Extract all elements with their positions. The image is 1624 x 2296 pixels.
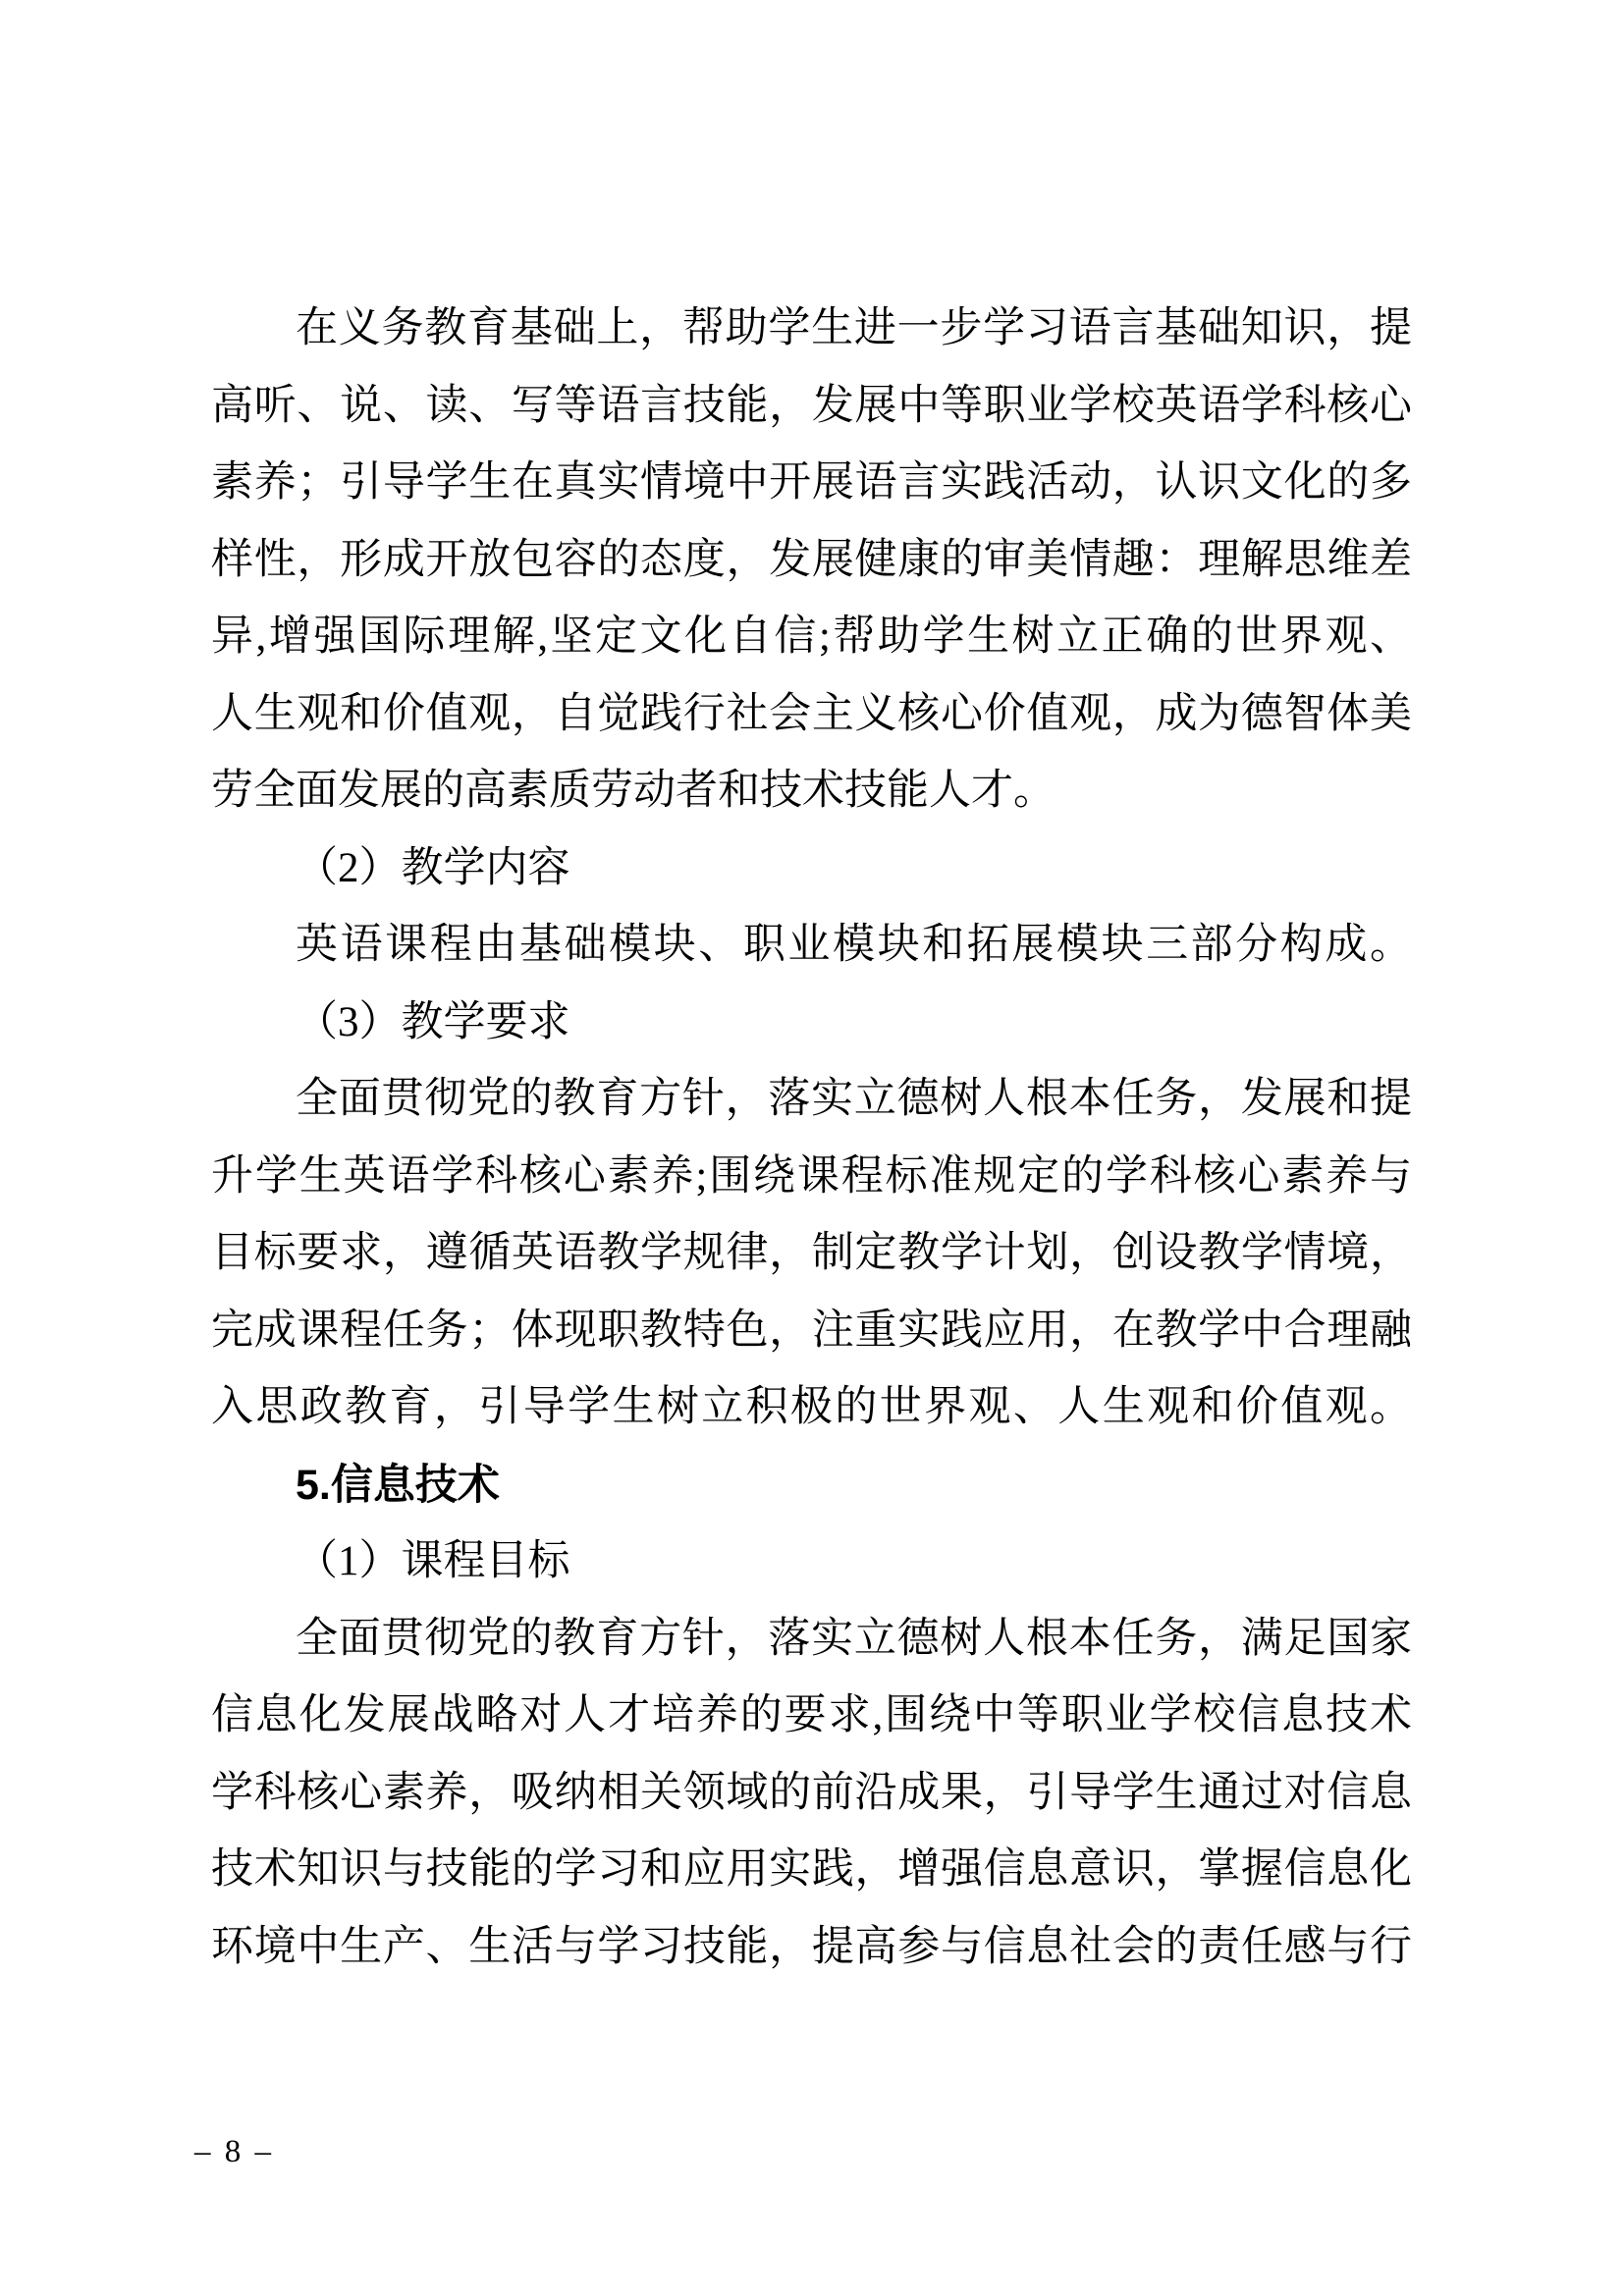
text-line: 升学生英语学科核心素养;围绕课程标准规定的学科核心素养与 [211,1152,1412,1200]
text-line: （1）课程目标 [296,1538,570,1584]
section-heading-line: 5.信息技术 [296,1461,500,1509]
text-line: 学科核心素养，吸纳相关领域的前沿成果，引导学生通过对信息 [211,1769,1412,1816]
text-line: 在义务教育基础上，帮助学生进一步学习语言基础知识，提 [296,305,1412,351]
text-line: 英语课程由基础模块、职业模块和拓展模块三部分构成。 [296,922,1412,968]
text-line: 全面贯彻党的教育方针，落实立德树人根本任务，满足国家 [296,1615,1412,1662]
text-line: 环境中生产、生活与学习技能，提高参与信息社会的责任感与行 [211,1923,1412,1970]
page-number [194,2130,274,2173]
text-line: 素养；引导学生在真实情境中开展语言实践活动，认识文化的多 [211,459,1412,506]
text-line: （2）教学内容 [296,844,570,891]
text-line: 入思政教育，引导学生树立积极的世界观、人生观和价值观。 [211,1384,1412,1430]
text-line: 技术知识与技能的学习和应用实践，增强信息意识，掌握信息化 [211,1846,1412,1893]
text-line: 异,增强国际理解,坚定文化自信;帮助学生树立正确的世界观、 [211,614,1412,660]
document-body-text [211,291,1412,1986]
text-line: 人生观和价值观，自觉践行社会主义核心价值观，成为德智体美 [211,690,1412,737]
text-line: （3）教学要求 [296,998,570,1045]
text-line: 目标要求，遵循英语教学规律，制定教学计划，创设教学情境， [211,1230,1412,1276]
text-line: 高听、说、读、写等语言技能，发展中等职业学校英语学科核心 [211,382,1412,429]
page-number-label: – 8 – [194,2134,274,2169]
text-line: 样性，形成开放包容的态度，发展健康的审美情趣：理解思维差 [211,536,1412,583]
text-line: 劳全面发展的高素质劳动者和技术技能人才。 [211,768,1056,814]
text-line: 全面贯彻党的教育方针，落实立德树人根本任务，发展和提 [296,1076,1412,1122]
text-line: 信息化发展战略对人才培养的要求,围绕中等职业学校信息技术 [211,1692,1412,1738]
text-line: 完成课程任务；体现职教特色，注重实践应用，在教学中合理融 [211,1307,1412,1354]
